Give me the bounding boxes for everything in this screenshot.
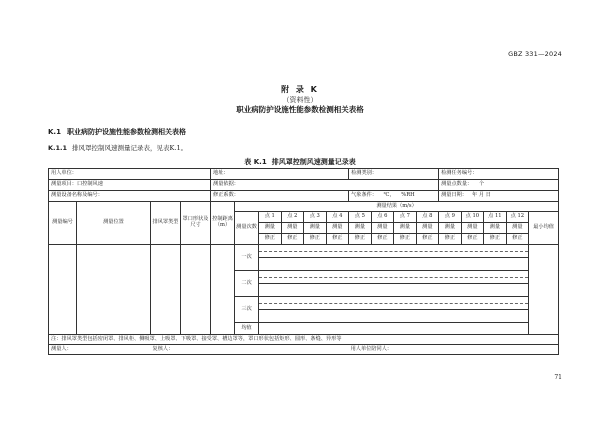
appendix-label: 附 录 K xyxy=(281,85,319,94)
point-header: 点 11 xyxy=(484,212,507,223)
point-header: 点 6 xyxy=(371,212,394,223)
weather-rh-unit: %RH xyxy=(401,192,415,199)
cell-employer: 用人单位： xyxy=(49,169,211,180)
appendix-nature: （资料性） xyxy=(282,96,318,104)
paragraph xyxy=(48,143,187,152)
standard-number: GBZ 331—2024 xyxy=(508,50,562,58)
table-caption-text: 排风罩控制风速测量记录表 xyxy=(271,158,356,166)
measure-label: 测量 xyxy=(461,223,484,234)
header-number: 测量编号 xyxy=(49,202,77,245)
header-result: 测量结果（m/s） xyxy=(235,202,559,212)
correct-cells-round-2[interactable] xyxy=(259,284,529,297)
appendix-title: 职业病防护设施性能参数检测相关表格 xyxy=(236,105,364,114)
header-times: 测量次数 xyxy=(235,212,259,245)
correct-label: 修正 xyxy=(439,234,462,245)
correct-label: 修正 xyxy=(416,234,439,245)
footer-reviewer: 复核人： xyxy=(151,345,349,355)
measure-cells-round-1[interactable] xyxy=(259,245,529,258)
point-header: 点 7 xyxy=(394,212,417,223)
correct-cells-round-3[interactable] xyxy=(259,310,529,323)
measure-label: 测量 xyxy=(259,223,282,234)
footer-surveyor: 测量人： xyxy=(49,345,151,355)
round-label: 三次 xyxy=(235,297,259,323)
measure-label: 测量 xyxy=(304,223,327,234)
point-count-unit: 个 xyxy=(478,181,485,188)
point-count-label: 测量点数量： xyxy=(441,181,473,188)
correct-label: 修正 xyxy=(281,234,304,245)
measure-cells-round-2[interactable] xyxy=(259,271,529,284)
correct-label: 修正 xyxy=(371,234,394,245)
cell-weather xyxy=(349,191,439,202)
point-header: 点 12 xyxy=(506,212,529,223)
paragraph-text: 排风罩控制风速测量记录表，见表K.1。 xyxy=(72,144,188,152)
cell-correction-factor: 修正系数： xyxy=(211,191,349,202)
point-header: 点 4 xyxy=(326,212,349,223)
header-distance: 控制距离（m） xyxy=(211,202,235,245)
footer-escort: 用人单位陪同人： xyxy=(349,345,559,355)
header-mouth-size: 罩口形状及尺寸 xyxy=(181,202,211,245)
section-title: 职业病防护设施性能参数检测相关表格 xyxy=(66,128,186,136)
measure-label: 测量 xyxy=(349,223,372,234)
measure-cells-round-3[interactable] xyxy=(259,297,529,310)
header-min-mean: 最小均值 xyxy=(529,212,559,245)
correct-label: 修正 xyxy=(304,234,327,245)
header-hood-type: 排风罩类型 xyxy=(151,202,181,245)
measure-label: 测量 xyxy=(416,223,439,234)
weather-temp-unit: ℃， xyxy=(383,192,395,199)
measure-label: 测量 xyxy=(394,223,417,234)
section-number: K.1 xyxy=(48,128,61,136)
correct-label: 修正 xyxy=(326,234,349,245)
data-row xyxy=(49,245,559,258)
correct-label: 修正 xyxy=(484,234,507,245)
point-header: 点 10 xyxy=(461,212,484,223)
measure-label: 测量 xyxy=(281,223,304,234)
correct-label: 修正 xyxy=(506,234,529,245)
point-header: 点 5 xyxy=(349,212,372,223)
test-date-ymd: 年 月 日 xyxy=(472,192,491,199)
measure-label: 测量 xyxy=(506,223,529,234)
point-header: 点 8 xyxy=(416,212,439,223)
data-number-cell[interactable] xyxy=(49,245,77,335)
round-label: 一次 xyxy=(235,245,259,271)
cell-equipment: 测量设备名称及编号： xyxy=(49,191,211,202)
data-min-cell[interactable] xyxy=(529,245,559,335)
mean-cells[interactable] xyxy=(259,323,529,335)
point-header: 点 3 xyxy=(304,212,327,223)
measure-label: 测量 xyxy=(484,223,507,234)
table-note: 注：排风罩类型包括密闭罩、排风柜、侧吸罩、上吸罩、下吸罩、接受罩、槽边罩等，罩口形状包括矩形、圆形、条缝、异形等 xyxy=(49,335,559,345)
cell-test-category: 检测类别： xyxy=(349,169,439,180)
point-header: 点 1 xyxy=(259,212,282,223)
cell-test-item: 测量项目：口控制风速 xyxy=(49,180,211,191)
point-header: 点 2 xyxy=(281,212,304,223)
page-number: 71 xyxy=(554,374,562,381)
section-heading xyxy=(48,127,186,137)
point-header: 点 9 xyxy=(439,212,462,223)
table-caption xyxy=(0,157,600,167)
data-position-cell[interactable] xyxy=(77,245,151,335)
correct-label: 修正 xyxy=(259,234,282,245)
header-position: 测量位置 xyxy=(77,202,151,245)
measure-label: 测量 xyxy=(371,223,394,234)
mean-label: 均值 xyxy=(235,323,259,335)
paragraph-number: K.1.1 xyxy=(48,144,68,152)
correct-cells-round-1[interactable] xyxy=(259,258,529,271)
cell-test-basis: 测量依据： xyxy=(211,180,439,191)
cell-address: 地址： xyxy=(211,169,349,180)
weather-label: 气象条件： xyxy=(351,192,378,199)
test-date-label: 测量日期： xyxy=(441,192,468,199)
record-table xyxy=(48,168,559,355)
data-distance-cell[interactable] xyxy=(211,245,235,335)
round-label: 二次 xyxy=(235,271,259,297)
data-hood-type-cell[interactable] xyxy=(151,245,181,335)
cell-point-count xyxy=(439,180,559,191)
data-mouth-size-cell[interactable] xyxy=(181,245,211,335)
cell-task-number: 检测任务编号： xyxy=(439,169,559,180)
table-caption-number: 表 K.1 xyxy=(244,158,267,166)
correct-label: 修正 xyxy=(394,234,417,245)
measure-label: 测量 xyxy=(439,223,462,234)
correct-label: 修正 xyxy=(461,234,484,245)
correct-label: 修正 xyxy=(349,234,372,245)
cell-test-date xyxy=(439,191,559,202)
measure-label: 测量 xyxy=(326,223,349,234)
